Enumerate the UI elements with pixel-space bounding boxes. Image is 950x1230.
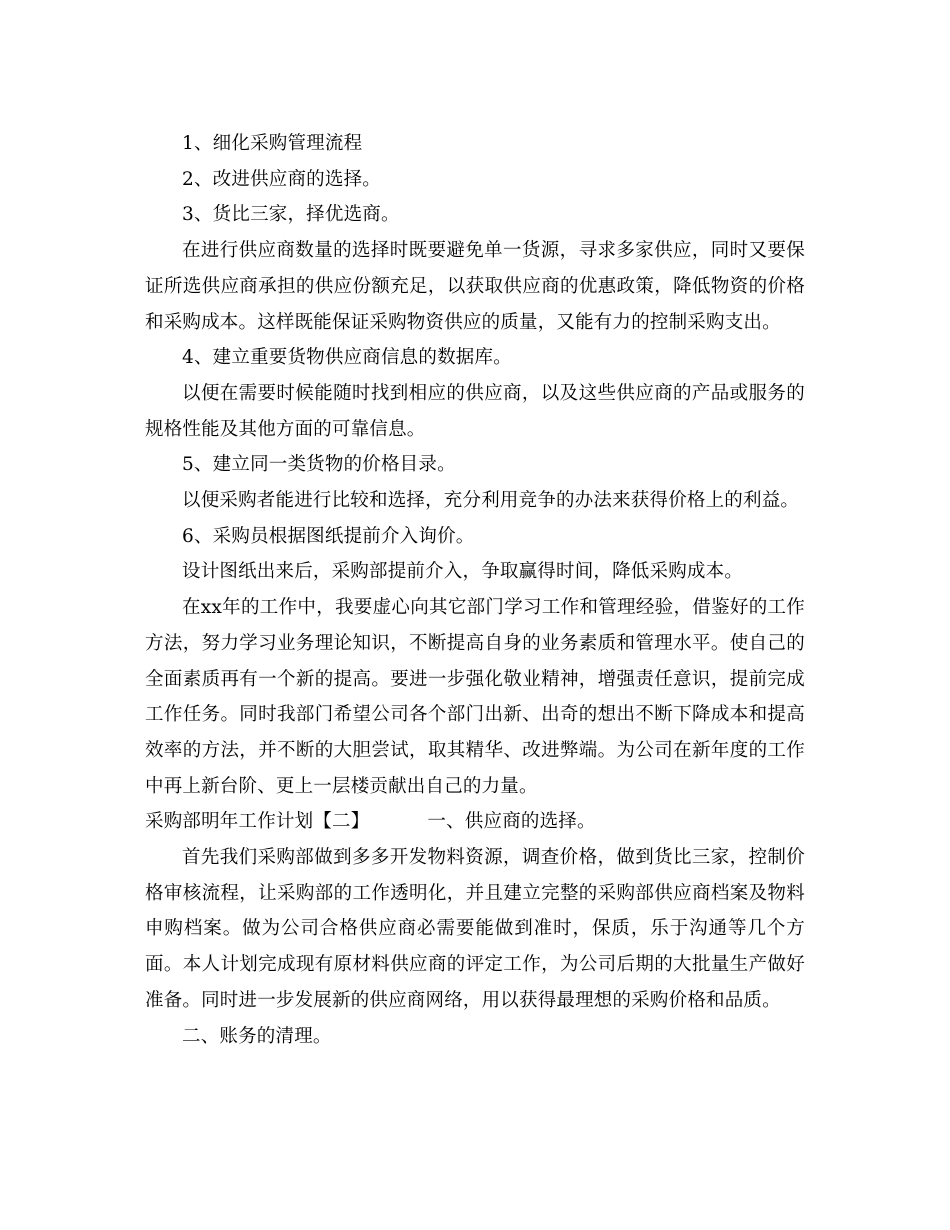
section-first-item: 一、供应商的选择。 xyxy=(427,811,596,833)
list-item-5: 5、建立同一类货物的价格目录。 xyxy=(182,454,456,476)
paragraph-supplier-development: 首先我们采购部做到多多开发物料资源，调查价格，做到货比三家，控制价格审核流程，让采购部的工作透明化，并且建立完整的采购部供应商档案及物料申购档案。做为公司合格供应商必需要能做到准时，保质，乐于沟通等几个方面。本人计划完成现有原材料供应商的评定工作，为公司后期的大批量生产做好准备。同时进一步发展新的供应商网络，用以获得最理想的采购价格和品质。 xyxy=(145,847,805,1011)
list-item-4: 4、建立重要货物供应商信息的数据库。 xyxy=(182,347,512,369)
list-item-1: 1、细化采购管理流程 xyxy=(182,133,363,154)
paragraph-price-catalog: 以便采购者能进行比较和选择，充分利用竞争的办法来获得价格上的利益。 xyxy=(182,490,800,512)
list-item-6: 6、采购员根据图纸提前介入询价。 xyxy=(182,525,475,547)
paragraph-drawings: 设计图纸出来后，采购部提前介入，争取赢得时间，降低采购成本。 xyxy=(182,561,744,583)
paragraph-supplier-quantity: 在进行供应商数量的选择时既要避免单一货源，寻求多家供应，同时又要保证所选供应商承担的供应份额充足，以获取供应商的优惠政策，降低物资的价格和采购成本。这样既能保证采购物资供应的质量，又能有力的控制采购支出。 xyxy=(145,240,805,333)
list-item-2: 2、改进供应商的选择。 xyxy=(182,168,381,190)
list-item-3: 3、货比三家，择优选商。 xyxy=(182,204,400,226)
document-body xyxy=(145,126,805,1054)
paragraph-database: 以便在需要时候能随时找到相应的供应商，以及这些供应商的产品或服务的规格性能及其他方面的可靠信息。 xyxy=(145,382,805,440)
list-item-accounts: 二、账务的清理。 xyxy=(182,1025,332,1047)
section-heading-line xyxy=(145,804,805,840)
paragraph-yearly-work: 在xx年的工作中，我要虚心向其它部门学习工作和管理经验，借鉴好的工作方法，努力学习业务理论知识，不断提高自身的业务素质和管理水平。使自己的全面素质再有一个新的提高。要进一步强化敬业精神，增强责任意识，提前完成工作任务。同时我部门希望公司各个部门出新、出奇的想出不断下降成本和提高效率的方法，并不断的大胆尝试，取其精华、改进弊端。为公司在新年度的工作中再上新台阶、更上一层楼贡献出自己的力量。 xyxy=(145,597,805,797)
section-title: 采购部明年工作计划【二】 xyxy=(145,811,370,833)
